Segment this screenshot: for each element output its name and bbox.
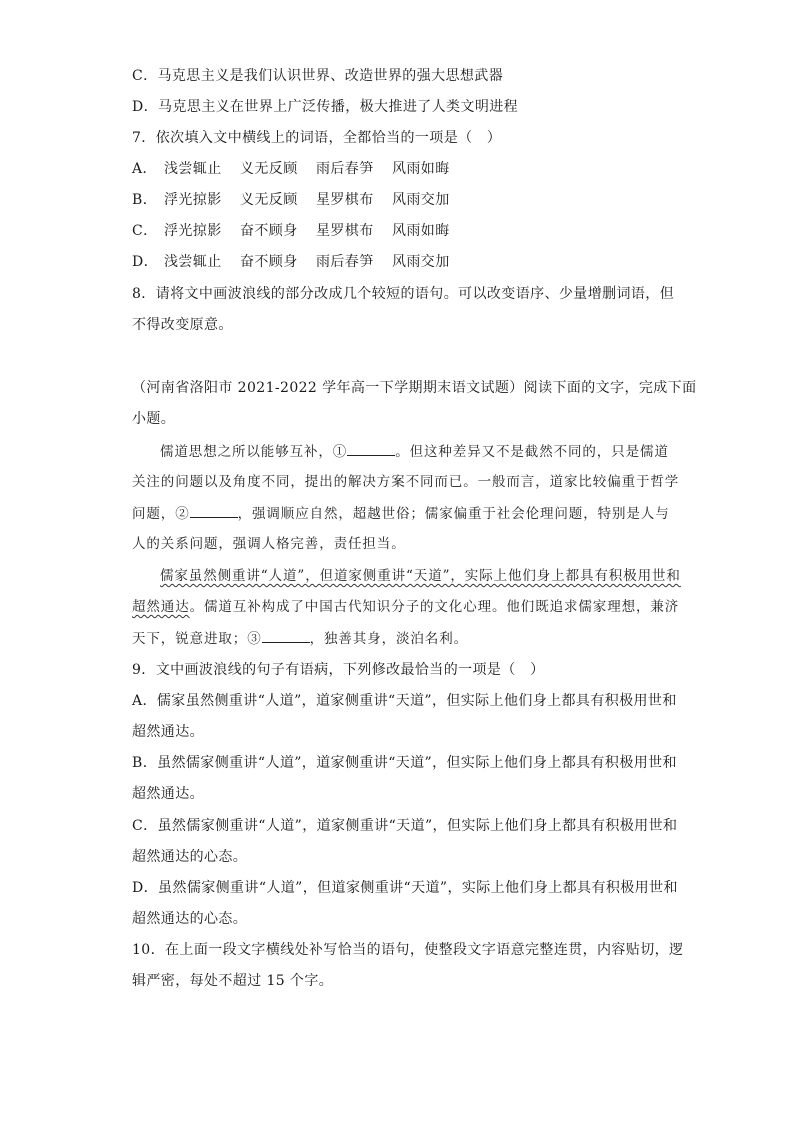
source-line2: 小题。 — [132, 411, 176, 427]
q7-option-d — [132, 252, 450, 272]
fill-blank-2 — [190, 503, 238, 518]
passage-p2-line1 — [160, 566, 690, 586]
q7-option-b — [132, 190, 450, 210]
option-word: 风雨交加 — [392, 192, 450, 208]
q7-option-a — [132, 159, 450, 179]
fill-blank-1 — [347, 441, 395, 456]
q9-option-d-line2: 超然通达的心态。 — [132, 911, 248, 927]
q8-stem-line1: 8．请将文中画波浪线的部分改成几个较短的语句。可以改变语序、少量增删词语，但 — [132, 286, 675, 302]
q9-option-c-line1: C．虽然儒家侧重讲“人道”，道家侧重讲“天道”，但实际上他们身上都具有积极用世和 — [132, 818, 678, 834]
option-word: 义无反顾 — [240, 192, 298, 208]
option-letter: B． — [132, 192, 158, 208]
q8-stem-line2: 不得改变原意。 — [132, 317, 233, 333]
option-letter: D． — [132, 254, 159, 270]
option-word: 星罗棋布 — [316, 192, 374, 208]
option-word: 雨后春笋 — [316, 161, 374, 177]
q9-option-b-line1: B．虽然儒家侧重讲“人道”，道家侧重讲“天道”，但实际上他们身上都具有积极用世和 — [132, 755, 677, 771]
q9-option-a-line2: 超然通达。 — [132, 724, 204, 740]
passage-p1-line4: 人的关系问题，强调人格完善，责任担当。 — [132, 536, 406, 552]
q7-option-c — [132, 221, 450, 241]
option-word: 浮光掠影 — [164, 223, 222, 239]
option-word: 风雨交加 — [392, 254, 450, 270]
option-word: 浮光掠影 — [164, 192, 222, 208]
fill-blank-3 — [262, 628, 310, 643]
option-word: 浅尝辄止 — [164, 161, 222, 177]
wavy-underlined-text: 超然通达 — [132, 599, 190, 615]
passage-text: ，独善其身，淡泊名利。 — [309, 631, 469, 647]
passage-text: 问题，② — [132, 506, 190, 522]
passage-p1-line3 — [132, 503, 670, 524]
option-word: 雨后春笋 — [316, 254, 374, 270]
q9-option-c-line2: 超然通达的心态。 — [132, 849, 248, 865]
passage-p2-line2 — [132, 597, 680, 617]
option-word: 奋不顾身 — [240, 254, 298, 270]
passage-text: 儒道思想之所以能够互补，① — [160, 444, 348, 460]
passage-p2-line3 — [132, 628, 662, 649]
option-word: 风雨如晦 — [392, 223, 450, 239]
source-line1: （河南省洛阳市 2021-2022 学年高一下学期期末语文试题）阅读下面的文字，完成下面 — [132, 380, 697, 396]
option-word: 义无反顾 — [240, 161, 298, 177]
passage-text: 。儒道互补构成了中国古代知识分子的文化心理。他们既追求儒家理想，兼济 — [189, 599, 680, 615]
option-word: 奋不顾身 — [240, 223, 298, 239]
q9-option-a-line1: A．儒家虽然侧重讲“人道”，道家侧重讲“天道”，但实际上他们身上都具有积极用世和 — [132, 693, 677, 709]
option-letter: C． — [132, 223, 158, 239]
q6-option-d: D．马克思主义在世界上广泛传播，极大推进了人类文明进程 — [132, 99, 519, 115]
passage-text: 。但这种差异又不是截然不同的，只是儒道 — [395, 444, 669, 460]
q10-stem-line2: 辑严密，每处不超过 15 个字。 — [132, 973, 334, 989]
option-word: 浅尝辄止 — [164, 254, 222, 270]
option-word: 风雨如晦 — [392, 161, 450, 177]
wavy-underlined-text: 儒家虽然侧重讲“人道”，但道家侧重讲“天道”，实际上他们身上都具有积极用世和 — [160, 568, 681, 584]
q9-option-b-line2: 超然通达。 — [132, 786, 204, 802]
q7-stem: 7．依次填入文中横线上的词语，全都恰当的一项是（ ） — [132, 130, 502, 146]
option-letter: A． — [132, 161, 157, 177]
passage-text: ，强调顺应自然，超越世俗；儒家偏重于社会伦理问题，特别是人与 — [237, 506, 670, 522]
q9-stem: 9．文中画波浪线的句子有语病，下列修改最恰当的一项是（ ） — [132, 662, 545, 678]
passage-text: 天下，锐意进取；③ — [132, 631, 262, 647]
q6-option-c: C．马克思主义是我们认识世界、改造世界的强大思想武器 — [132, 68, 504, 84]
passage-p1-line1 — [160, 441, 690, 462]
option-word: 星罗棋布 — [316, 223, 374, 239]
q9-option-d-line1: D．虽然儒家侧重讲“人道”，但道家侧重讲“天道”，实际上他们身上都具有积极用世和 — [132, 880, 678, 896]
passage-p1-line2: 关注的问题以及角度不同，提出的解决方案不同而已。一般而言，道家比较偏重于哲学 — [132, 474, 680, 490]
q10-stem-line1: 10．在上面一段文字横线处补写恰当的语句，使整段文字语意完整连贯，内容贴切，逻 — [132, 942, 684, 958]
